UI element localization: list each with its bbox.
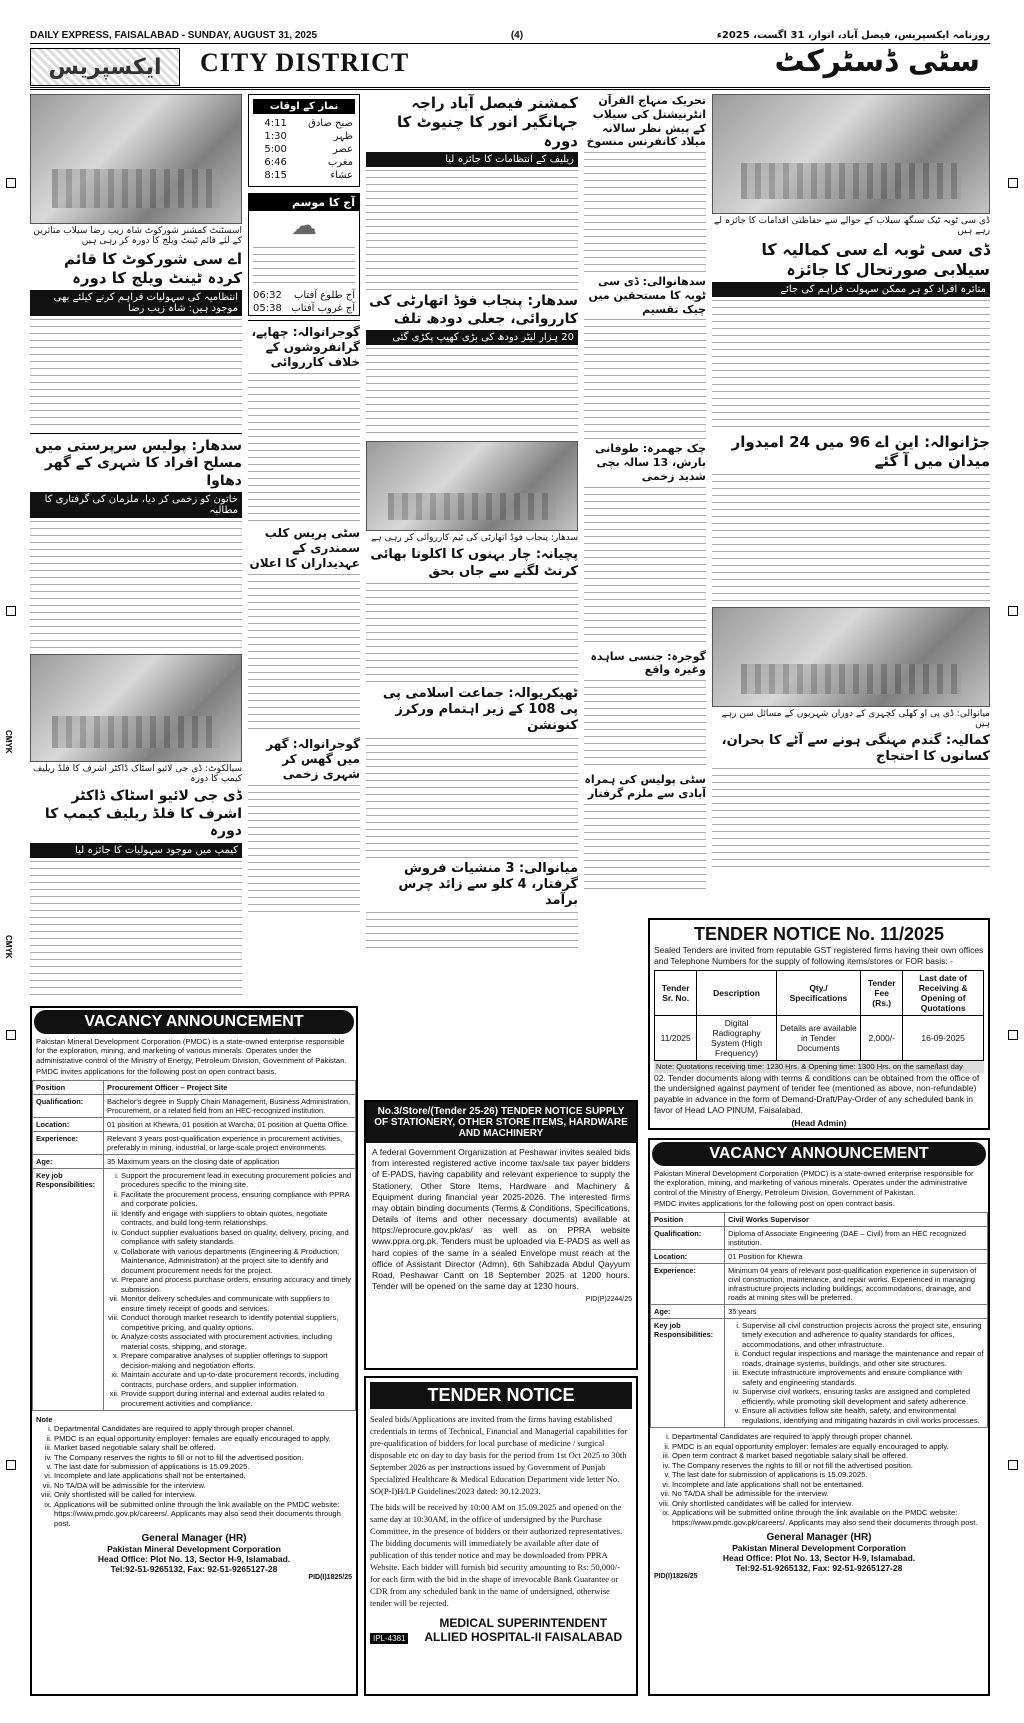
article-text <box>253 247 355 287</box>
photo-caption: میانوالی: ڈی پی او کھلی کچہری کے دوران شہریوں کے مسائل سن رہے ہیں <box>721 708 990 729</box>
vacancy-footer: General Manager (HR) Pakistan Mineral Development Corporation Head Office: Plot No. 13, Sector H-9, Islamabad. Tel:92-51-9265132, Fax: 92-51-9265127-28 PID(I)1826/25 <box>654 1532 916 1581</box>
table-row: Location: 01 Position for Khewra <box>651 1249 988 1263</box>
table-row: Experience: Relevant 3 years post-qualification experience in procurement activities, preferably in mining, industrial, or large-scale project environments. <box>33 1131 356 1154</box>
article-text <box>366 348 578 438</box>
table-row: Qualification: Bachelor's degree in Supply Chain Management, Business Administration, Procurement, or a related field from an HEC-recognized institution. <box>33 1094 356 1117</box>
photo-caption: ڈی سی ٹوبہ ٹیک سنگھ سیلاب کے حوالے سے حفاظتی اقدامات کا جائزہ لے رہے ہیں <box>713 216 990 236</box>
tender-signature: (Head Admin) <box>791 1118 847 1129</box>
tender-title: TENDER NOTICE No. 11/2025 <box>693 924 945 944</box>
prayer-row: مغرب 6:46 <box>264 157 353 168</box>
section-title-ur: سٹی ڈسٹرکٹ <box>774 44 980 79</box>
prayer-row: صبح صادق 4:11 <box>264 118 353 129</box>
registration-mark <box>1008 1460 1018 1470</box>
vacancy-details-table <box>650 1212 988 1428</box>
tender-note: Note: Quotations receiving time: 1230 Hrs. & Opening time: 1300 Hrs. on the same/last day <box>654 1061 984 1072</box>
headline: کمشنر فیصل آباد راجہ جہانگیر انور کا چنیوٹ کا دورہ <box>397 94 578 150</box>
vacancy-invites: PMDC invites applications for the following post on open contract basis. <box>36 1067 277 1077</box>
vacancy-ad-civil-works <box>648 1138 990 1696</box>
prayer-row: ظہر 1:30 <box>264 131 353 142</box>
page-header-bar <box>30 30 990 44</box>
article-text <box>366 583 578 683</box>
vacancy-ad-procurement <box>30 1006 358 1696</box>
page-number: (4) <box>510 30 524 41</box>
article-text <box>712 768 990 868</box>
photo-caption: اسسٹنٹ کمشنر شورکوٹ شاہ زیب رضا سیلاب متاثرین کے لئے قائم ٹینٹ ویلج کا دورہ کر رہی ہیں <box>33 226 242 246</box>
headline: سدھانوالی: ڈی سی ٹوبہ کا مستحقین میں چیک تقسیم <box>588 275 706 316</box>
sub-headline: متاثرہ افراد کو ہر ممکن سہولت فراہم کی جائے <box>712 282 990 297</box>
tender-notice-hospital <box>364 1376 638 1696</box>
headline: پچیانہ: چار بہنوں کا اکلوتا بھائی کرنٹ لگنے سے جاں بحق <box>370 547 578 579</box>
headline: جڑانوالہ: این اے 96 میں 24 امیدوار میدان میں آ گئے <box>731 433 990 470</box>
prayer-times-box <box>248 94 360 187</box>
table-row: Position Civil Works Supervisor <box>651 1212 988 1226</box>
headline: تحریک منہاج القرآن انٹرنیشنل کی سیلاب کے پیش نظر سالانہ میلاد کانفرنس منسوخ <box>586 94 706 149</box>
tender-table <box>654 970 984 1061</box>
vacancy-title: VACANCY ANNOUNCEMENT <box>652 1142 986 1166</box>
headline: سدھار: پنجاب فوڈ اتھارٹی کی کارروائی، جعلی دودھ تلف <box>369 293 578 327</box>
article-text <box>584 487 706 647</box>
registration-mark <box>6 1030 16 1040</box>
headline: میانوالی: 3 منشیات فروش گرفتار، 4 کلو سے زائد چرس برآمد <box>398 860 578 908</box>
registration-mark <box>1008 1030 1018 1040</box>
masthead <box>30 46 990 90</box>
tender-body: Sealed bids/Applications are invited from the firms having established credentials in terms of Technical, Financial and Managerial capabilities for pre-qualification of bidders for local purchase of medicine / surgical disposable etc on day to day basis for the period from 1st Oct 2025 to 30th September 2026 as per instructions issued by Government of Punjab Specialized Healthcare & Medical Education Department vide letter No. SO(P-I)H/LP Guidelines/2023 dated: 30.12.2023. <box>370 1414 628 1497</box>
table-row: Key job Responsibilities: i. Supervise all civil construction projects across the project site, ensuring timely execution and adherence to quality standards for offices, accommodations, and other infrastructure. ii. Conduct regular inspections and manage the maintenance and repair of roads, drainage systems, buildings, and other site structures. iii. Execute infrastructure improvements and ensure compliance with safety and engineering standards. iv. Supervise civil workers, ensuring tasks are assigned and completed efficiently, while promoting skill development and safety adherence. v. Ensure all activities follow site health, safety, and environmental regulations, identifying and mitigating hazards in civil works processes. <box>651 1318 988 1427</box>
article-text <box>584 152 706 272</box>
vacancy-details-table <box>32 1080 356 1411</box>
table-header-row: Tender Sr. No. Description Qty./ Specifications Tender Fee (Rs.) Last date of Receiving & Opening of Quotations <box>655 971 984 1016</box>
ipl-code: IPL-4381 <box>370 1633 408 1644</box>
article-text <box>30 521 242 651</box>
news-column-2 <box>248 94 360 996</box>
headline: سدھار: پولیس سرپرستی میں مسلح افراد کا شہری کے گھر دھاوا <box>35 437 242 489</box>
header-date-en: DAILY EXPRESS, FAISALABAD - SUNDAY, AUGUST 31, 2025 <box>30 30 318 41</box>
tender-notice-pinum <box>648 918 990 1130</box>
registration-mark <box>6 178 16 188</box>
news-column-5 <box>712 94 990 914</box>
news-photo <box>366 441 578 531</box>
headline: گوجرہ: جنسی ساہدہ وغیرہ واقع <box>590 649 706 677</box>
tender-body-2: The bids will be received by 10:00 AM on 15.09.2025 and opened on the same day at 10:30AM, in the office of undersigned by the Purchase Committee, in the presence of bidders or their authorized representatives. The bidding documents will immediately be available after date of publication of this tender notice and may be downloaded from PPRA Website. Each bidder will furnish bid security amounting to Rs: 50,000/- for each firm with the bid in the shape of irrevocable Bank Guarantee or CDR from any scheduled bank in the name of undersigned, otherwise tender will be rejected. <box>370 1502 623 1609</box>
article-text <box>712 300 990 430</box>
photo-caption: سدھار: پنجاب فوڈ اتھارٹی کی ٹیم کارروائی کر رہی ہے <box>371 533 578 544</box>
sub-headline: ریلیف کے انتظامات کا جائزہ لیا <box>366 152 578 167</box>
table-row: Key job Responsibilities: i. Support the procurement lead in executing procurement policies and procedures specific to the mining site. ii. Facilitate the procurement process, ensuring compliance with PPRA and corporate policies. iii. Identify and engage with suppliers to obtain quotes, negotiate contracts, and build long-term relationships. iv. Conduct supplier evaluations based on quality, delivery, pricing, and compliance with safety standards. v. Collaborate with various departments (Engineering & Production, Maintenance, Administration) at the project site to identify and document procurement needs for the project. vi. Prepare and process purchase orders, ensuring accuracy and timely submission. vii. Monitor delivery schedules and communicate with suppliers to ensure timely receipt of goods and services. viii. Conduct thorough market research to identify potential suppliers, competitive pricing, and quality options. ix. Analyze costs associated with procurement activities, including material costs, shipping, and storage. x. Prepare comparative analyses of supplier offerings to support decision-making and negotiation efforts. xi. Maintain accurate and up-to-date procurement records, including contracts, purchase orders, and supplier information. xii. Provide support during internal and external audits related to procurement activities and compliance. <box>33 1168 356 1410</box>
registration-mark <box>6 1460 16 1470</box>
table-row: Qualification: Diploma of Associate Engineering (DAE – Civil) from an HEC recognized institution. <box>651 1226 988 1249</box>
registration-mark <box>6 606 16 616</box>
registration-mark <box>1008 606 1018 616</box>
sub-headline: انتظامیہ کی سہولیات فراہم کرنے کیلئے بھی موجود ہیں: شاہ زیب رضا <box>30 290 242 316</box>
sunset-row: 05:38 آج غروب آفتاب <box>253 303 355 314</box>
news-photo <box>712 94 990 214</box>
headline: ڈی سی ٹوبہ اے سی کمالیہ کا سیلابی صورتحال کا جائزہ <box>761 240 990 279</box>
section-title-en: CITY DISTRICT <box>200 48 410 77</box>
headline: گوجرانوالہ: گھر میں گھس کر شہری زخمی <box>266 737 360 781</box>
vacancy-invites: PMDC invites applications for the following post on open contract basis. <box>654 1199 895 1209</box>
table-row: Experience: Minimum 04 years of relevant post-qualification experience in supervision of civil construction, maintenance, and repair works. Experienced in managing infrastructure projects including buildings, accommodations, drainage, and roads at mining sites will be preferred. <box>651 1263 988 1304</box>
article-text <box>584 319 706 439</box>
registration-mark <box>1008 178 1018 188</box>
news-photo <box>30 94 242 224</box>
tender-pid: PID(P)2244/25 <box>585 1296 632 1304</box>
tender-signature: IPL-4381 MEDICAL SUPERINTENDENT ALLIED HOSPITAL-II FAISALABAD <box>370 1616 632 1644</box>
headline: سٹی پریس کلب سمندری کے عہدیداران کا اعلان <box>249 526 360 570</box>
news-photo <box>712 607 990 707</box>
article-text <box>248 785 360 915</box>
vacancy-notes: i. Departmental Candidates are required to apply through proper channel. ii. PMDC is an equal opportunity employer: females are equally encouraged to apply. iii. Open term contract & market based negotiable salary shall be offered. iv. The Company reserves the rights to fill or not fill the advertised position. v. The last date for submission of applications is 15.09.2025. vi. Incomplete and late applications shall not be entertained. vii. No TA/DA shall be admissible for the interview. viii. Only shortlisted candidates will be called for interview. ix. Applications will be submitted online through the link available on the PMDC website: https://www.pmdc.gov.pk/careers/. Applicants may also send their documents through post. <box>650 1430 988 1529</box>
article-text <box>366 912 578 952</box>
headline: چک جھمرہ: طوفانی بارش، 13 سالہ بچی شدید زخمی <box>595 442 706 483</box>
table-row: Age: 35 years <box>651 1304 988 1318</box>
prayer-row: عشاء 8:15 <box>264 170 353 181</box>
express-logo: ایکسپریس <box>30 48 180 86</box>
news-column-4 <box>584 94 706 996</box>
sub-headline: کیمپ میں موجود سہولیات کا جائزہ لیا <box>30 843 242 858</box>
headline: کمالیہ: گندم مہنگی ہونے سے آٹے کا بحران، کسانوں کا احتجاج <box>721 732 990 764</box>
sub-headline: خاتون کو زخمی کر دیا، ملزمان کی گرفتاری کا مطالبہ <box>30 492 242 518</box>
vacancy-notes: Note i. Departmental Candidates are required to apply through proper channel. ii. PMDC is an equal opportunity employer: females are equally encouraged to apply. iii. Market based negotiable salary shall be offered. iv. The Company reserves the rights to fill or not to fill the advertised position. v. The last date for submission of applications is 15.09.2025. vi. Incomplete and late applications shall not be entertained. vii. No TA/DA will be admissible for the interview. viii. Only shortlisted will be called for interview. ix. Applications will be submitted online through the link available on the PMDC website: https://www.pmdc.gov.pk/careers/. Applicants may also send their documents through post. <box>32 1413 356 1530</box>
tender-body: A federal Government Organization at Peshawar invites sealed bids from interested registered active income tax/sale tax payer bidders of E-PADS, having capability and relevant experience to supply the Stationery, Other Store Items, Hardware and Machinery & Equipment during financial year 2025-2026. The interested firms may obtain binding documents (Terms & Conditions, Specifications, Details of items and other necessary documents) available at https://eprocure.gov.pk/as/ as well as on PPRA website www.ppra.org.pk. Tenders must be uploaded via E-PADS as well as hard copies of the same in a sealed Envelope must reach at the office of Assistant Director (Admn), 6th Sahibzada Abdul Qayyum Road, Peshawar Cantt on 18 September 2025 at 1200 hours. Tender will be opened on the same day at 1230 hours. <box>372 1147 630 1292</box>
article-text <box>30 319 242 429</box>
article-text <box>248 574 360 734</box>
vacancy-intro: Pakistan Mineral Development Corporation (PMDC) is a state-owned enterprise responsible for the exploration, mining, and marketing of various minerals. Operates under the administrative control of the Ministry of Energy, Petroleum Division, Government of Pakistan. <box>36 1037 347 1065</box>
tender-intro: Sealed Tenders are invited from reputable GST registered firms having their own offices and Telephone Numbers for the supply of following items/stores or FOR basis: - <box>654 945 984 966</box>
news-photo <box>30 654 242 762</box>
cmyk-label: CMYK <box>4 730 13 754</box>
tender-body: 02. Tender documents along with terms & conditions can be obtained from the office of the undersigned against payment of tender fee (mentioned as above, non-refundable) payable in advance in the form of Demand-Draft/Pay-Order of any scheduled bank in favor of Head LAO PINUM, Faisalabad. <box>654 1072 980 1115</box>
vacancy-footer: General Manager (HR) Pakistan Mineral Development Corporation Head Office: Plot No. 13, Sector H-9, Islamabad. Tel:92-51-9265132, Fax: 92-51-9265127-28 PID(I)1825/25 <box>97 1533 352 1582</box>
news-column-3 <box>366 94 578 996</box>
header-date-ur: روزنامہ ایکسپریس، فیصل آباد، اتوار، 31 اگست، 2025ء <box>716 30 990 41</box>
table-row: Position Procurement Officer – Project Site <box>33 1080 356 1094</box>
article-text <box>584 680 706 770</box>
vacancy-title: VACANCY ANNOUNCEMENT <box>34 1010 354 1034</box>
cloud-icon: ☁ <box>291 211 317 241</box>
vacancy-intro: Pakistan Mineral Development Corporation (PMDC) is a state-owned enterprise responsible for the exploration, mining, and marketing of various minerals. Operates under the administrative control of the Ministry of Energy, Petroleum Division, Government of Pakistan. <box>654 1169 974 1197</box>
photo-caption: سیالکوٹ: ڈی جی لائیو اسٹاک ڈاکٹر اشرف کا فلڈ ریلیف کیمپ کا دورہ <box>33 764 242 784</box>
sub-headline: 20 ہزار لیٹر دودھ کی بڑی کھیپ پکڑی گئی <box>366 330 578 345</box>
headline: سٹی پولیس کی ہمراہ آبادی سے ملزم گرفتار <box>584 773 706 800</box>
divider <box>30 433 242 434</box>
news-column-1 <box>30 94 242 996</box>
tender-title: No.3/Store/(Tender 25-26) TENDER NOTICE SUPPLY OF STATIONERY, OTHER STORE ITEMS, HARDWARE AND MACHINERY <box>366 1102 636 1143</box>
table-row: Age: 35 Maximum years on the closing date of application <box>33 1154 356 1168</box>
article-text <box>248 373 360 523</box>
tender-title: TENDER NOTICE <box>370 1382 632 1409</box>
responsibilities-list: i. Support the procurement lead in executing procurement policies and procedures specific to the mining site. ii. Facilitate the procurement process, ensuring compliance with PPRA and corporate policies. iii. Identify and engage with suppliers to obtain quotes, negotiate contracts, and build long-term relationships. iv. Conduct supplier evaluations based on quality, delivery, pricing, and compliance with safety standards. v. Collaborate with various departments (Engineering & Production, Maintenance, Administration) at the project site to identify and document procurement needs for the project. vi. Prepare and process purchase orders, ensuring accuracy and timely submission. vii. Monitor delivery schedules and communicate with suppliers to ensure timely receipt of goods and services. viii. Conduct thorough market research to identify potential suppliers, competitive pricing, and quality options. ix. Analyze costs associated with procurement activities, including material costs, shipping, and storage. x. Prepare comparative analyses of supplier offerings to support decision-making and negotiation efforts. xi. Maintain accurate and up-to-date procurement records, including contracts, purchase orders, and supplier information. xii. Provide support during internal and external audits related to procurement activities and compliance. <box>107 1171 352 1408</box>
weather-box <box>248 193 360 316</box>
cmyk-label: CMYK <box>4 935 13 959</box>
headline: ڈی جی لائیو اسٹاک ڈاکٹر اشرف کا فلڈ ریلیف کیمپ کا دورہ <box>44 788 242 839</box>
tender-notice-stationery <box>364 1100 638 1370</box>
prayer-times-title: نماز کے اوقات <box>253 99 355 114</box>
table-row: Location: 01 position at Khewra, 01 position at Warcha, 01 position at Quetta Office. <box>33 1117 356 1131</box>
weather-title: آج کا موسم <box>249 194 359 211</box>
divider <box>248 320 360 321</box>
article-text <box>584 804 706 894</box>
article-text <box>30 861 242 997</box>
article-text <box>712 474 990 604</box>
responsibilities-list: i. Supervise all civil construction projects across the project site, ensuring timely execution and adherence to quality standards for offices, accommodations, and other infrastructure. ii. Conduct regular inspections and manage the maintenance and repair of roads, drainage systems, buildings, and other site structures. iii. Execute infrastructure improvements and ensure compliance with safety and engineering standards. iv. Supervise civil workers, ensuring tasks are assigned and completed efficiently, while promoting skill development and safety adherence. v. Ensure all activities follow site health, safety, and environmental regulations, identifying and mitigating hazards in civil works processes. <box>728 1321 984 1425</box>
table-row: 11/2025 Digital Radiography System (High Frequency) Details are available in Tender Documents 2,000/- 16-09-2025 <box>655 1016 984 1061</box>
prayer-times-table <box>253 117 355 182</box>
sunrise-row: 06:32 آج طلوع آفتاب <box>253 290 355 301</box>
article-text <box>366 170 578 290</box>
headline: اے سی شورکوٹ کا قائم کردہ ٹینٹ ویلج کا دورہ <box>64 250 242 287</box>
article-text <box>366 738 578 858</box>
headline: گوجرانوالہ: چھاپے، گرانفروشوں کے خلاف کارروائی <box>251 325 360 369</box>
headline: ٹھیکریوالہ: جماعت اسلامی پی پی 108 کے زیر اہتمام ورکرز کنونشن <box>382 685 578 734</box>
prayer-row: عصر 5:00 <box>264 144 353 155</box>
